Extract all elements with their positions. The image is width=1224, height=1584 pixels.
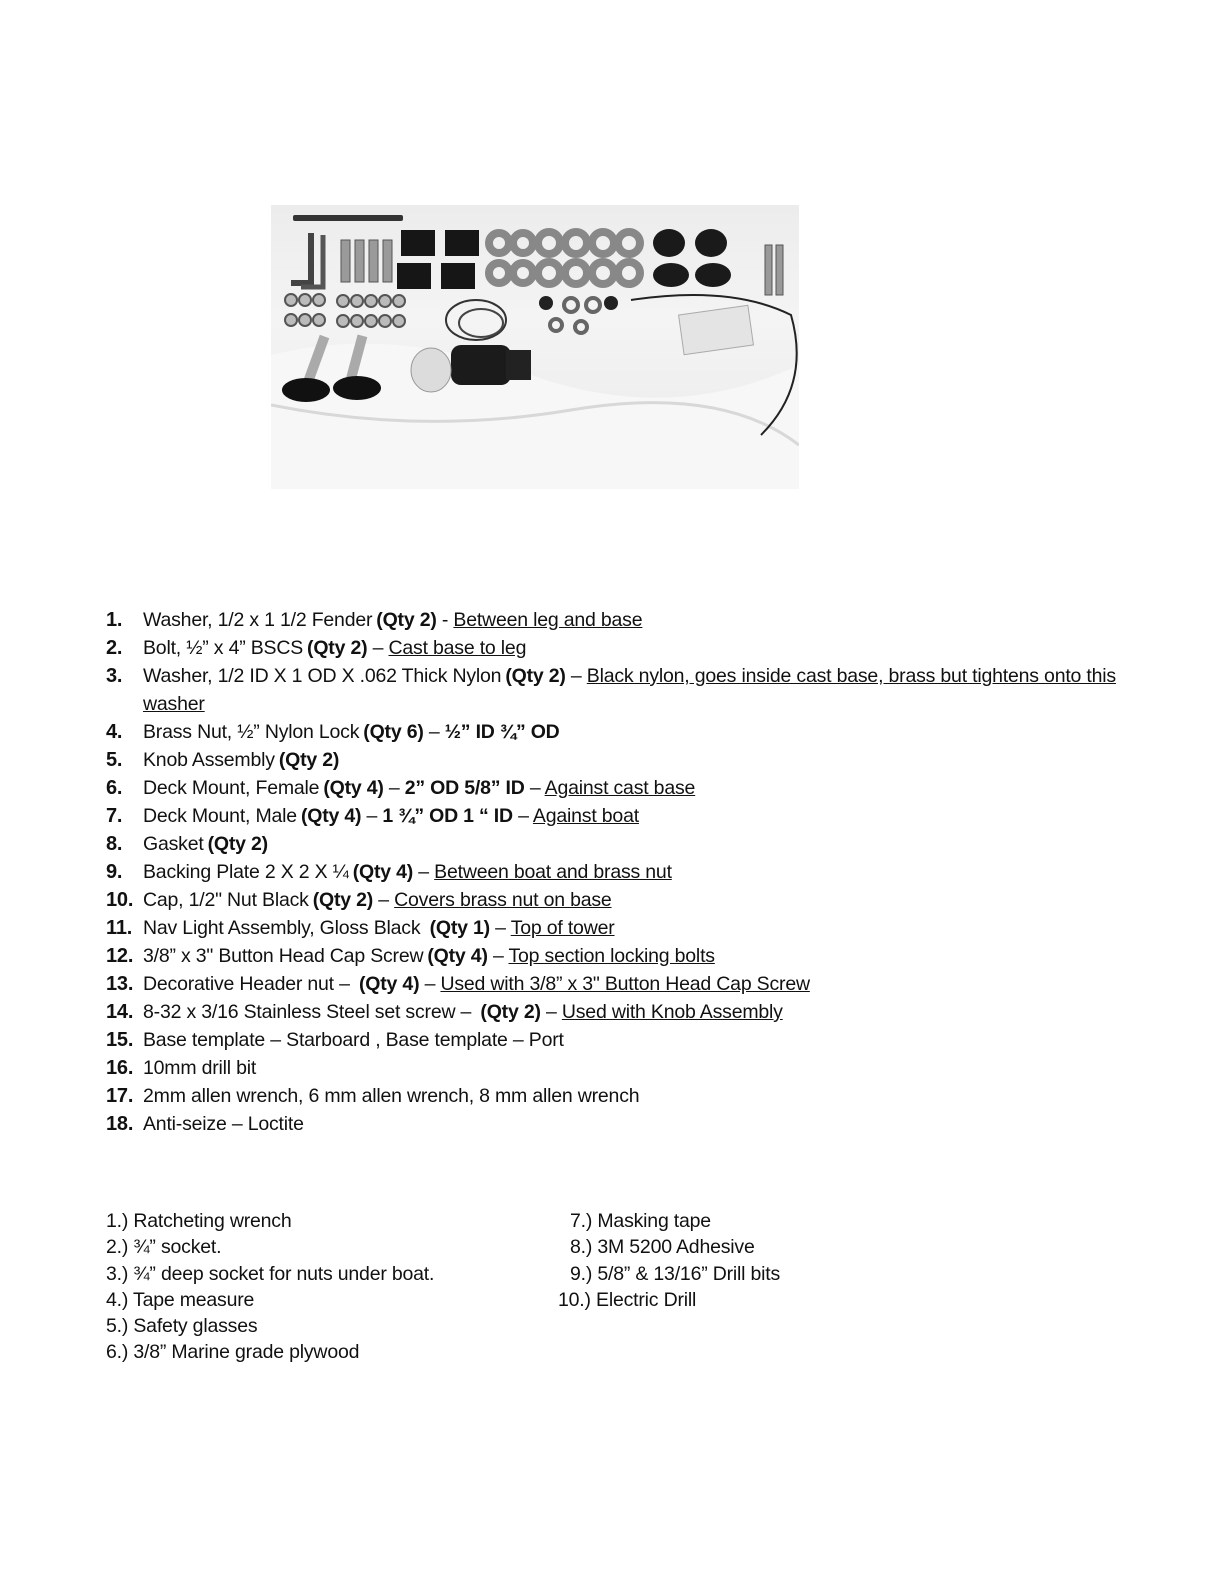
parts-list-item <box>106 662 1166 718</box>
tools-list-right <box>558 1208 780 1313</box>
tool-item <box>106 1313 434 1339</box>
part-name: Nav Light Assembly, Gloss Black <box>143 917 426 939</box>
part-name: Decorative Header nut – <box>143 973 355 995</box>
part-separator: – <box>419 973 441 995</box>
tool-item <box>106 1261 434 1287</box>
tool-label: 6.) 3/8” Marine grade plywood <box>106 1341 360 1364</box>
part-number: 14. <box>106 1001 134 1023</box>
tool-item <box>558 1208 780 1234</box>
parts-list-item <box>106 746 1166 774</box>
part-name: Backing Plate 2 X 2 X ¼ <box>143 861 349 883</box>
parts-list-item <box>106 1082 1166 1110</box>
parts-list-item <box>106 886 1166 914</box>
part-qty: (Qty 2) <box>376 609 437 631</box>
part-name: 2mm allen wrench, 6 mm allen wrench, 8 mm allen wrench <box>143 1085 640 1107</box>
part-qty: (Qty 4) <box>359 973 420 995</box>
tool-item <box>106 1234 434 1260</box>
part-number: 13. <box>106 973 134 995</box>
part-number: 3. <box>106 665 123 687</box>
part-number: 6. <box>106 777 123 799</box>
parts-list-item <box>106 858 1166 886</box>
part-name: Brass Nut, ½” Nylon Lock <box>143 721 360 743</box>
part-number: 7. <box>106 805 123 827</box>
parts-list-item <box>106 718 1166 746</box>
parts-list-item <box>106 802 1166 830</box>
part-separator: – <box>524 777 545 799</box>
part-name: 3/8” x 3" Button Head Cap Screw <box>143 945 424 967</box>
part-separator: - <box>436 609 454 631</box>
part-qty: (Qty 2) <box>307 637 368 659</box>
part-number: 9. <box>106 861 123 883</box>
part-separator: – <box>512 805 533 827</box>
part-name: Knob Assembly <box>143 749 275 771</box>
part-note: Cast base to leg <box>388 637 527 659</box>
part-separator: – <box>367 637 389 659</box>
part-separator: – <box>413 861 435 883</box>
part-number: 17. <box>106 1085 134 1107</box>
part-name: Washer, 1/2 ID X 1 OD X .062 Thick Nylon <box>143 665 502 687</box>
part-separator: – <box>373 889 395 911</box>
part-name: 8-32 x 3/16 Stainless Steel set screw – <box>143 1001 477 1023</box>
tool-label: 9.) 5/8” & 13/16” Drill bits <box>570 1262 781 1285</box>
part-name: Cap, 1/2" Nut Black <box>143 889 309 911</box>
part-number: 12. <box>106 945 134 967</box>
part-number: 16. <box>106 1057 134 1079</box>
tool-label: 7.) Masking tape <box>570 1210 711 1232</box>
part-qty: (Qty 4) <box>323 777 384 799</box>
part-name: Bolt, ½” x 4” BSCS <box>143 637 304 659</box>
parts-list-item <box>106 606 1166 634</box>
part-name: Deck Mount, Female <box>143 777 320 799</box>
part-note: Top of tower <box>510 917 615 939</box>
part-separator: – <box>487 945 509 967</box>
part-separator: – <box>489 917 511 939</box>
part-note: Used with 3/8” x 3" Button Head Cap Screw <box>440 973 810 995</box>
parts-list-item <box>106 774 1166 802</box>
part-qty: (Qty 2) <box>480 1001 541 1023</box>
tool-item <box>106 1208 434 1234</box>
tool-label: 1.) Ratcheting wrench <box>106 1210 292 1232</box>
part-spec: 2” OD 5/8” ID <box>404 777 525 799</box>
part-note: Used with Knob Assembly <box>561 1001 783 1023</box>
part-separator: – <box>423 721 445 743</box>
part-number: 8. <box>106 833 123 855</box>
parts-list <box>106 606 1166 1138</box>
part-spec: 1 ¾” OD 1 “ ID <box>382 805 513 827</box>
part-qty: (Qty 2) <box>207 833 268 855</box>
part-qty: (Qty 1) <box>429 917 490 939</box>
part-separator: – <box>383 777 405 799</box>
tools-list-left <box>106 1208 434 1366</box>
parts-kit-photo <box>271 205 799 489</box>
part-spec: ½” ID ¾” OD <box>444 721 560 743</box>
part-qty: (Qty 4) <box>352 861 414 883</box>
tool-label: 4.) Tape measure <box>106 1288 255 1311</box>
part-name: Deck Mount, Male <box>143 805 297 827</box>
part-number: 15. <box>106 1029 134 1051</box>
part-name: Gasket <box>143 833 204 855</box>
part-separator: – <box>361 805 383 827</box>
parts-list-item <box>106 914 1166 942</box>
part-note: Top section locking bolts <box>508 945 715 967</box>
part-name: Anti-seize – Loctite <box>143 1113 304 1135</box>
parts-list-item <box>106 634 1166 662</box>
part-note: Between boat and brass nut <box>434 861 672 883</box>
tool-item <box>558 1234 780 1260</box>
tool-item <box>106 1339 434 1365</box>
parts-list-item <box>106 830 1166 858</box>
part-note: Between leg and base <box>453 609 643 631</box>
parts-list-item <box>106 1026 1166 1054</box>
parts-list-item <box>106 998 1166 1026</box>
part-qty: (Qty 4) <box>427 945 488 967</box>
parts-list-item <box>106 1054 1166 1082</box>
part-qty: (Qty 6) <box>363 721 424 743</box>
tool-item <box>558 1261 780 1287</box>
part-qty: (Qty 2) <box>505 665 566 687</box>
part-qty: (Qty 2) <box>312 889 374 911</box>
part-number: 4. <box>106 721 123 743</box>
parts-list-item <box>106 1110 1166 1138</box>
parts-list-item <box>106 942 1166 970</box>
tool-label: 8.) 3M 5200 Adhesive <box>570 1236 755 1259</box>
tool-label: 5.) Safety glasses <box>106 1315 258 1338</box>
tool-label: 2.) ¾” socket. <box>106 1236 222 1259</box>
part-number: 11. <box>106 917 133 939</box>
part-note: Black nylon, goes inside cast base, brass but tightens onto this washer <box>143 665 1116 715</box>
part-qty: (Qty 2) <box>278 749 340 771</box>
parts-list-item <box>106 970 1166 998</box>
part-note: Against cast base <box>544 777 696 799</box>
part-separator: – <box>565 665 587 687</box>
part-note: Covers brass nut on base <box>394 889 612 911</box>
part-number: 18. <box>106 1113 134 1135</box>
part-number: 5. <box>106 749 123 771</box>
part-name: Base template – Starboard , Base template – Port <box>143 1029 564 1051</box>
tool-item <box>106 1287 434 1313</box>
part-name: 10mm drill bit <box>143 1057 257 1079</box>
part-number: 2. <box>106 637 123 659</box>
part-name: Washer, 1/2 x 1 1/2 Fender <box>143 609 373 631</box>
parts-kit-photo-icon <box>271 205 799 489</box>
part-note: Against boat <box>532 805 639 827</box>
part-qty: (Qty 4) <box>300 805 362 827</box>
part-number: 1. <box>106 609 123 631</box>
tool-label: 3.) ¾” deep socket for nuts under boat. <box>106 1262 435 1285</box>
part-number: 10. <box>106 889 134 911</box>
part-separator: – <box>540 1001 562 1023</box>
tool-label: 10.) Electric Drill <box>558 1288 697 1311</box>
tool-item <box>558 1287 780 1313</box>
